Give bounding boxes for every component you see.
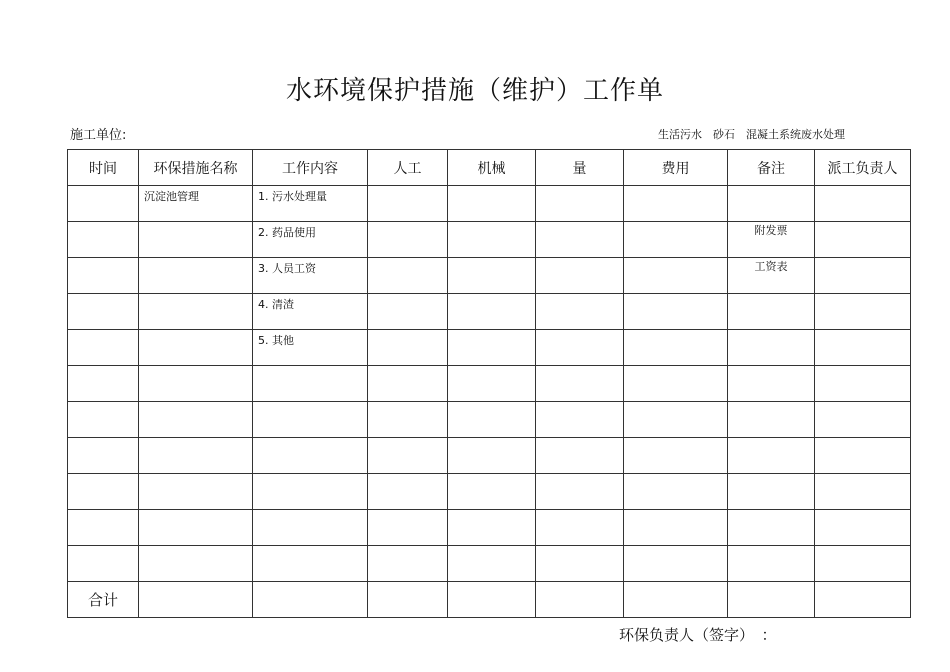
table-row [68,258,911,294]
machinery-cell [448,186,536,222]
labor-cell [368,582,448,618]
machinery-cell [448,546,536,582]
machinery-cell [448,474,536,510]
measure-name-cell [139,186,253,222]
measure-name-cell [139,474,253,510]
measure-name-cell [139,366,253,402]
table-row [68,546,911,582]
measure-name-cell [139,582,253,618]
total-label: 合计 [68,582,139,618]
dispatcher-cell [815,258,911,294]
remarks-cell [728,294,815,330]
dispatcher-cell [815,546,911,582]
time-cell [68,258,139,294]
table-row [68,294,911,330]
cost-cell [624,366,728,402]
time-cell [68,438,139,474]
remark-text: 附发票 [754,224,788,237]
cost-cell [624,330,728,366]
measure-name-cell [139,402,253,438]
remarks-cell [728,258,815,294]
cost-cell [624,474,728,510]
remarks-cell [728,546,815,582]
header-remarks: 备注 [728,150,815,186]
work-item-text: 1. 污水处理量 [258,190,327,203]
time-cell [68,366,139,402]
remarks-cell [728,474,815,510]
time-cell [68,510,139,546]
table-row [68,402,911,438]
work-item-text: 3. 人员工资 [258,262,316,275]
remarks-cell [728,402,815,438]
dispatcher-cell [815,294,911,330]
work-item-text: 2. 药品使用 [258,226,316,239]
cost-cell [624,510,728,546]
quantity-cell [536,546,624,582]
cost-cell [624,294,728,330]
work-content-cell [253,366,368,402]
table-row [68,222,911,258]
time-cell [68,402,139,438]
header-time: 时间 [68,150,139,186]
remarks-cell [728,582,815,618]
remarks-cell [728,222,815,258]
work-content-cell [253,546,368,582]
quantity-cell [536,330,624,366]
labor-cell [368,402,448,438]
machinery-cell [448,402,536,438]
quantity-cell [536,294,624,330]
construction-unit-label: 施工单位: [70,128,127,143]
dispatcher-cell [815,402,911,438]
time-cell [68,474,139,510]
work-content-cell [253,582,368,618]
table-row [68,474,911,510]
quantity-cell [536,510,624,546]
table-row [68,438,911,474]
dispatcher-cell [815,474,911,510]
labor-cell [368,330,448,366]
total-row [68,582,911,618]
cost-cell [624,582,728,618]
cost-cell [624,258,728,294]
header-quantity: 量 [536,150,624,186]
work-item-text: 5. 其他 [258,334,294,347]
header-machinery: 机械 [448,150,536,186]
labor-cell [368,186,448,222]
time-cell [68,222,139,258]
header-dispatcher: 派工负责人 [815,150,911,186]
dispatcher-cell [815,582,911,618]
machinery-cell [448,330,536,366]
table-row [68,330,911,366]
machinery-cell [448,222,536,258]
time-cell [68,186,139,222]
remarks-cell [728,330,815,366]
quantity-cell [536,582,624,618]
labor-cell [368,474,448,510]
time-cell [68,546,139,582]
machinery-cell [448,294,536,330]
measure-name-text: 沉淀池管理 [144,190,199,203]
quantity-cell [536,402,624,438]
work-content-cell [253,330,368,366]
time-cell [68,330,139,366]
cost-cell [624,438,728,474]
work-content-cell [253,510,368,546]
work-content-cell [253,474,368,510]
work-content-cell [253,186,368,222]
page-title: 水环境保护措施（维护）工作单 [285,76,664,106]
labor-cell [368,366,448,402]
measure-name-cell [139,330,253,366]
measure-name-cell [139,258,253,294]
signature-label: 环保负责人（签字） ： [619,626,777,644]
dispatcher-cell [815,330,911,366]
dispatcher-cell [815,366,911,402]
table-row [68,366,911,402]
labor-cell [368,222,448,258]
measure-name-cell [139,510,253,546]
dispatcher-cell [815,510,911,546]
remarks-cell [728,366,815,402]
quantity-cell [536,186,624,222]
remarks-cell [728,186,815,222]
dispatcher-cell [815,222,911,258]
cost-cell [624,186,728,222]
header-work-content: 工作内容 [253,150,368,186]
labor-cell [368,438,448,474]
machinery-cell [448,258,536,294]
dispatcher-cell [815,186,911,222]
measure-name-cell [139,546,253,582]
machinery-cell [448,438,536,474]
work-content-cell [253,222,368,258]
labor-cell [368,546,448,582]
cost-cell [624,402,728,438]
measure-name-cell [139,222,253,258]
header-cost: 费用 [624,150,728,186]
time-cell [68,294,139,330]
quantity-cell [536,438,624,474]
cost-cell [624,222,728,258]
remark-text: 工资表 [754,260,788,273]
machinery-cell [448,582,536,618]
work-content-cell [253,402,368,438]
work-content-cell [253,294,368,330]
table-row [68,510,911,546]
header-measure-name: 环保措施名称 [139,150,253,186]
quantity-cell [536,258,624,294]
work-content-cell [253,258,368,294]
machinery-cell [448,366,536,402]
header-row [68,150,911,186]
measure-name-cell [139,294,253,330]
quantity-cell [536,474,624,510]
project-type-label: 生活污水 砂石 混凝土系统废水处理 [658,128,845,141]
machinery-cell [448,510,536,546]
work-item-text: 4. 清渣 [258,298,294,311]
labor-cell [368,258,448,294]
work-content-cell [253,438,368,474]
labor-cell [368,510,448,546]
labor-cell [368,294,448,330]
remarks-cell [728,510,815,546]
quantity-cell [536,366,624,402]
work-order-table [67,149,911,618]
remarks-cell [728,438,815,474]
cost-cell [624,546,728,582]
measure-name-cell [139,438,253,474]
header-labor: 人工 [368,150,448,186]
quantity-cell [536,222,624,258]
dispatcher-cell [815,438,911,474]
table-row [68,186,911,222]
